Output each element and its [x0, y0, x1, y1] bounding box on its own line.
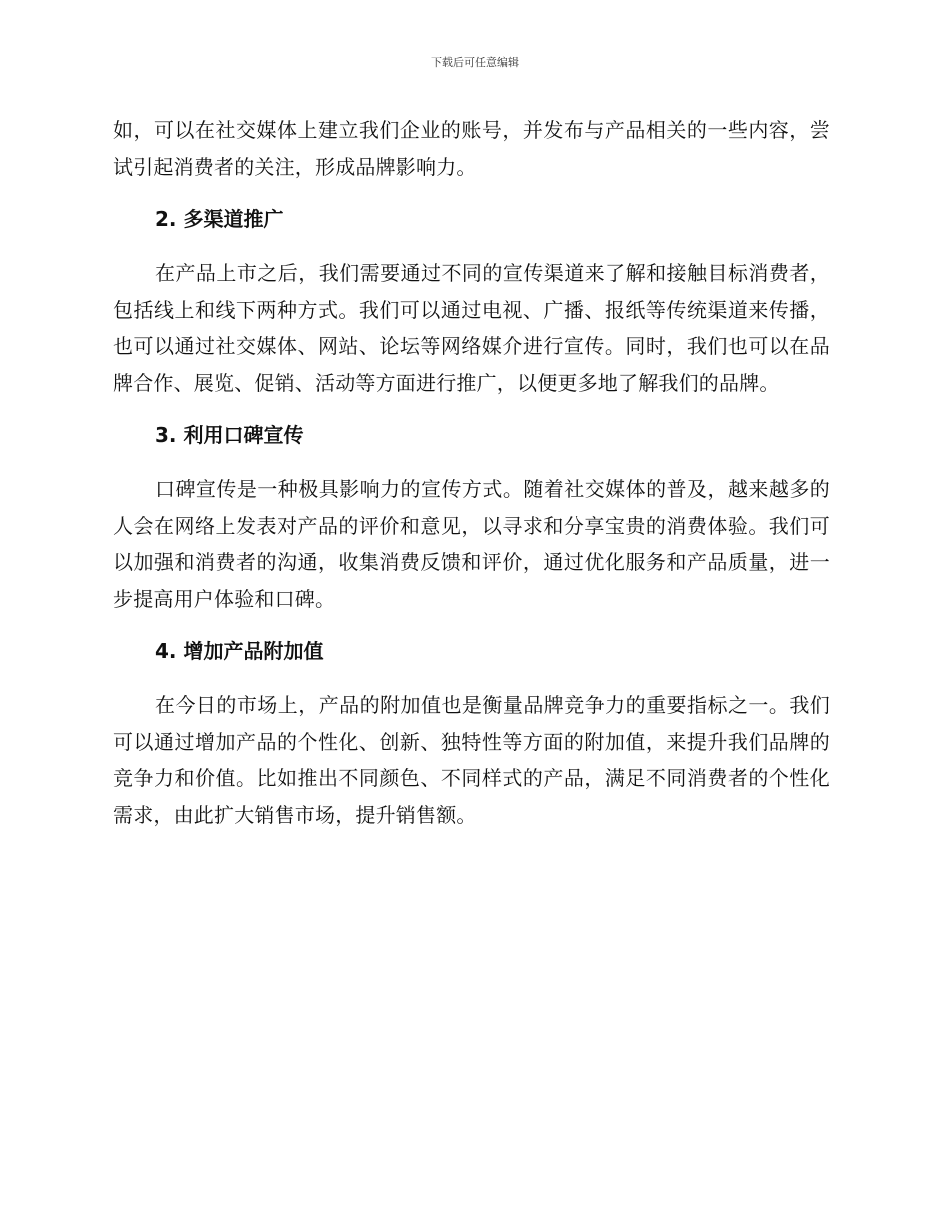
intro-paragraph: 如，可以在社交媒体上建立我们企业的账号，并发布与产品相关的一些内容，尝试引起消费者的关注，形成品牌影响力。 — [113, 118, 830, 179]
section-body-3: 口碑宣传是一种极具影响力的宣传方式。随着社交媒体的普及，越来越多的人会在网络上发表对产品的评价和意见，以寻求和分享宝贵的消费体验。我们可以加强和消费者的沟通，收集消费反馈和评价，通过优化服务和产品质量，进一步提高用户体验和口碑。 — [113, 477, 830, 611]
section-body-2: 在产品上市之后，我们需要通过不同的宣传渠道来了解和接触目标消费者，包括线上和线下两种方式。我们可以通过电视、广播、报纸等传统渠道来传播，也可以通过社交媒体、网站、论坛等网络媒介进行宣传。同时，我们也可以在品牌合作、展览、促销、活动等方面进行推广，以便更多地了解我们的品牌。 — [113, 261, 830, 395]
section-heading-2: 2. 多渠道推广 — [155, 207, 284, 231]
header-note: 下载后可任意编辑 — [431, 56, 519, 69]
section-heading-3: 3. 利用口碑宣传 — [155, 423, 304, 447]
section-heading-4: 4. 增加产品附加值 — [155, 639, 324, 663]
section-body-4: 在今日的市场上，产品的附加值也是衡量品牌竞争力的重要指标之一。我们可以通过增加产品的个性化、创新、独特性等方面的附加值，来提升我们品牌的竞争力和价值。比如推出不同颜色、不同样式的产品，满足不同消费者的个性化需求，由此扩大销售市场，提升销售额。 — [113, 693, 830, 827]
document-body — [113, 112, 830, 833]
